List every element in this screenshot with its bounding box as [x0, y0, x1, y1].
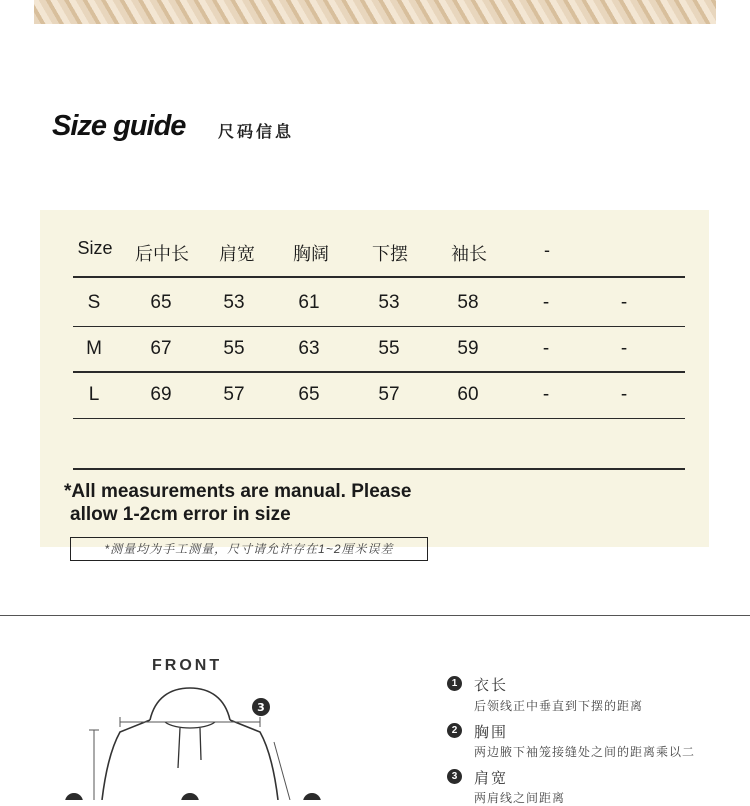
note-line-1: *All measurements are manual. Please — [64, 481, 412, 502]
cell: 58 — [457, 292, 479, 313]
size-guide-subtitle: 尺码信息 — [218, 124, 295, 141]
diagram-front-label: FRONT — [152, 657, 223, 674]
cell: 55 — [378, 338, 400, 359]
legend-desc-shoulder: 两肩线之间距离 — [474, 791, 566, 805]
legend-desc-chest: 两边腋下袖笼接缝处之间的距离乘以二 — [474, 745, 696, 759]
measurement-note — [64, 480, 411, 526]
legend-number-3: 3 — [447, 769, 462, 784]
cell: 67 — [150, 338, 172, 359]
knit-fabric-photo-strip — [34, 0, 716, 24]
cell: 60 — [457, 384, 479, 405]
note-chinese-box: *测量均为手工测量，尺寸请允许存在1~2厘米误差 — [70, 537, 428, 561]
row-size-l: L — [88, 384, 100, 405]
cell: 53 — [223, 292, 245, 313]
cell: 63 — [298, 338, 320, 359]
legend-number-1: 1 — [447, 676, 462, 691]
row-size-s: S — [87, 292, 101, 313]
legend-desc-length: 后领线正中垂直到下摆的距离 — [474, 699, 644, 713]
cell: - — [620, 338, 628, 359]
legend-number-2: 2 — [447, 723, 462, 738]
cell: - — [620, 384, 628, 405]
cell: 61 — [298, 292, 320, 313]
size-guide-title: Size guide — [52, 110, 186, 142]
cell: - — [542, 338, 550, 359]
cell: 53 — [378, 292, 400, 313]
header-shoulder: 肩宽 — [219, 244, 255, 264]
cell: - — [542, 384, 550, 405]
header-blank: - — [544, 240, 550, 260]
legend-title-shoulder: 肩宽 — [474, 770, 509, 787]
header-size: Size — [77, 238, 113, 258]
cell: 59 — [457, 338, 479, 359]
cell: 69 — [150, 384, 172, 405]
note-line-2: allow 1-2cm error in size — [70, 504, 291, 525]
table-header-rule — [73, 276, 685, 278]
cell: 65 — [298, 384, 320, 405]
legend-title-chest: 胸围 — [474, 724, 509, 741]
svg-text:3: 3 — [257, 701, 265, 714]
cell: 65 — [150, 292, 172, 313]
cell: - — [620, 292, 628, 313]
section-divider — [0, 615, 750, 616]
cell: - — [542, 292, 550, 313]
hoodie-diagram — [60, 680, 340, 800]
header-sleeve: 袖长 — [451, 244, 487, 264]
row-rule — [73, 326, 685, 327]
cell: 57 — [223, 384, 245, 405]
row-rule — [73, 418, 685, 419]
header-hem: 下摆 — [372, 244, 408, 264]
cell: 55 — [223, 338, 245, 359]
header-chest: 胸阔 — [293, 244, 329, 264]
legend-title-length: 衣长 — [474, 677, 509, 694]
header-back-length: 后中长 — [135, 244, 189, 264]
row-rule — [73, 371, 685, 373]
table-bottom-rule — [73, 468, 685, 470]
row-size-m: M — [86, 338, 102, 359]
cell: 57 — [378, 384, 400, 405]
